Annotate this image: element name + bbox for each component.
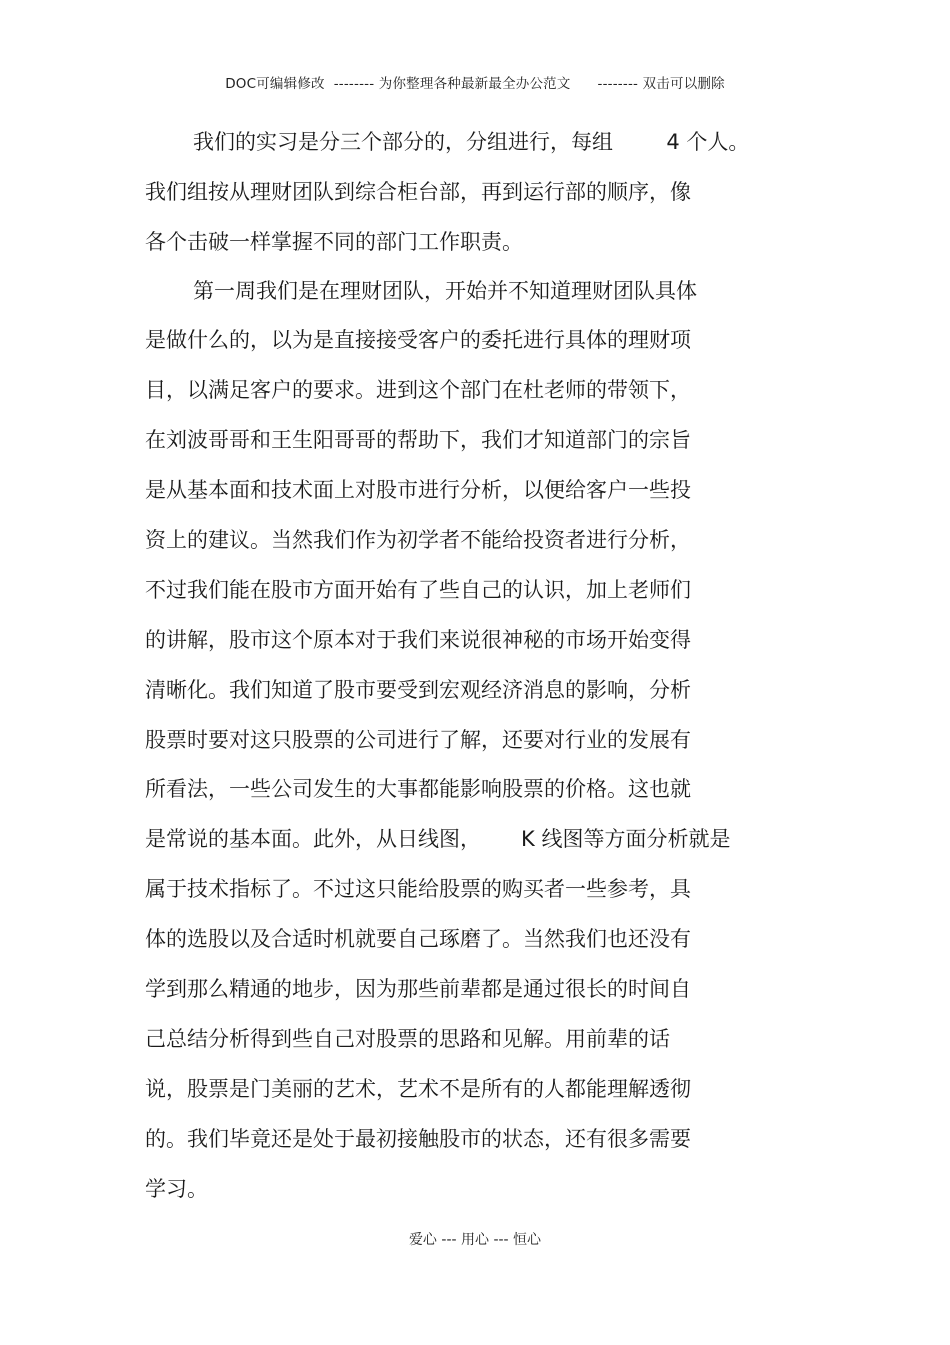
- text-line: 各个击破一样掌握不同的部门工作职责。: [145, 230, 523, 254]
- text-line: 我们组按从理财团队到综合柜台部，再到运行部的顺序，像: [145, 180, 691, 204]
- text-line: 是常说的基本面。此外，从日线图， K 线图等方面分析就是: [145, 827, 731, 851]
- text-line: 是从基本面和技术面上对股市进行分析，以便给客户一些投: [145, 478, 691, 502]
- text-line: 学到那么精通的地步，因为那些前辈都是通过很长的时间自: [145, 977, 691, 1001]
- text-line: 第一周我们是在理财团队，开始并不知道理财团队具体: [193, 279, 697, 303]
- page-header: DOC可编辑修改 -------- 为你整理各种最新最全办公范文 -------- 双击可以删除: [225, 76, 725, 92]
- text-line: 的讲解，股市这个原本对于我们来说很神秘的市场开始变得: [145, 628, 691, 652]
- text-line: 体的选股以及合适时机就要自己琢磨了。当然我们也还没有: [145, 927, 691, 951]
- text-line: 学习。: [145, 1177, 208, 1201]
- text-line: 所看法，一些公司发生的大事都能影响股票的价格。这也就: [145, 777, 691, 801]
- page-footer: 爱心 --- 用心 --- 恒心: [408, 1232, 542, 1248]
- text-line: 说，股票是门美丽的艺术，艺术不是所有的人都能理解透彻: [145, 1077, 691, 1101]
- text-line: 是做什么的，以为是直接接受客户的委托进行具体的理财项: [145, 328, 691, 352]
- text-line: 我们的实习是分三个部分的，分组进行，每组 4 个人。: [193, 130, 750, 154]
- text-line: 清晰化。我们知道了股市要受到宏观经济消息的影响，分析: [145, 678, 691, 702]
- text-line: 己总结分析得到些自己对股票的思路和见解。用前辈的话: [145, 1027, 670, 1051]
- text-line: 目，以满足客户的要求。进到这个部门在杜老师的带领下，: [145, 378, 691, 402]
- text-line: 属于技术指标了。不过这只能给股票的购买者一些参考，具: [145, 877, 691, 901]
- text-line: 股票时要对这只股票的公司进行了解，还要对行业的发展有: [145, 728, 691, 752]
- text-line: 资上的建议。当然我们作为初学者不能给投资者进行分析，: [145, 528, 691, 552]
- text-line: 的。我们毕竟还是处于最初接触股市的状态，还有很多需要: [145, 1127, 691, 1151]
- text-line: 不过我们能在股市方面开始有了些自己的认识，加上老师们: [145, 578, 691, 602]
- text-line: 在刘波哥哥和王生阳哥哥的帮助下，我们才知道部门的宗旨: [145, 428, 691, 452]
